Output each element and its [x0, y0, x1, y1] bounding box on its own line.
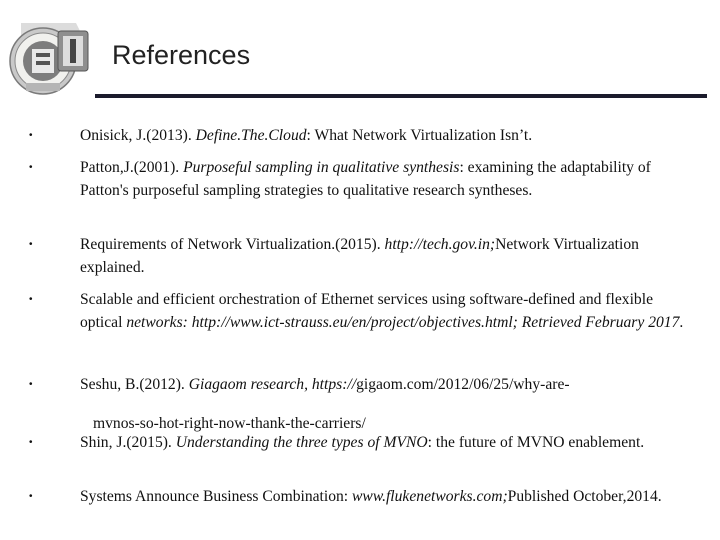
reference-text: Patton,J.(2001). Purposeful sampling in qualitative synthesis: examining the adaptability of Patton's purposeful sampling strategies to qualitative research syntheses.: [80, 159, 651, 199]
url-continuation: mvnos-so-hot-right-now-thank-the-carriers/: [93, 415, 366, 432]
reference-text: Onisick, J.(2013). Define.The.Cloud: What Network Virtualization Isn’t.: [80, 127, 533, 144]
reference-text: Systems Announce Business Combination: www.flukenetworks.com;Published October,2014.: [80, 488, 662, 505]
title-divider: [95, 94, 707, 98]
reference-text: Seshu, B.(2012). Giagaom research, https://gigaom.com/2012/06/25/why-are-: [80, 376, 570, 393]
bullet-marker: •: [29, 379, 33, 390]
reference-text: Requirements of Network Virtualization.(2015). http://tech.gov.in;Network Virtualization explained.: [80, 236, 639, 276]
university-logo: [6, 17, 100, 99]
bullet-marker: •: [29, 130, 33, 141]
reference-text: Shin, J.(2015). Understanding the three types of MVNO: the future of MVNO enablement.: [80, 434, 645, 451]
bullet-marker: •: [29, 239, 33, 250]
bullet-marker: •: [29, 294, 33, 305]
page-title: References: [112, 40, 251, 70]
bullet-marker: •: [29, 437, 33, 448]
reference-text: Scalable and efficient orchestration of Ethernet services using software-defined and flexible optical networks: http://www.ict-strauss.eu/en/project/objectives.html; Retrieved February 2017.: [80, 291, 684, 331]
bullet-marker: •: [29, 491, 33, 502]
bullet-marker: •: [29, 162, 33, 173]
